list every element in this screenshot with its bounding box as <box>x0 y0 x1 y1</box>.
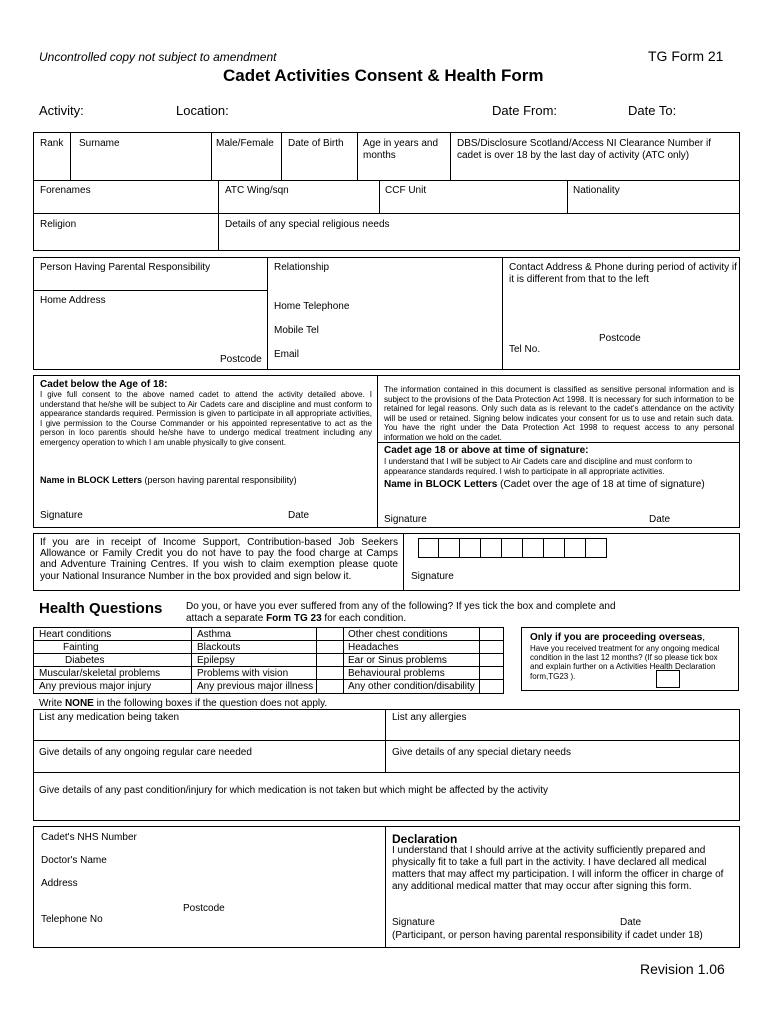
responsible-label: Person Having Parental Responsibility <box>40 262 211 273</box>
ni-number-boxes[interactable] <box>418 538 613 558</box>
condition-other: Any other condition/disability <box>348 681 475 692</box>
care-label: Give details of any ongoing regular care needed <box>39 747 252 758</box>
mobile-label: Mobile Tel <box>274 325 319 336</box>
condition-ear-sinus: Ear or Sinus problems <box>348 655 447 666</box>
condition-vision: Problems with vision <box>197 668 289 679</box>
wing-label: ATC Wing/sqn <box>225 185 289 196</box>
rank-label: Rank <box>40 138 64 149</box>
email-label: Email <box>274 349 300 360</box>
over18-text: I understand that I will be subject to Air Cadets care and discipline and must conform to appearance standards required. I wish to participate in all appropriate activities. <box>384 457 693 476</box>
block-letters-cadet: Name in BLOCK Letters (Cadet over the age of 18 at time of signature) <box>384 479 705 490</box>
under18-text: I give full consent to the above named cadet to attend the activity detailed above. I understand that he/she will be subject to Air Cadets care and discipline and must conform to appearance standards required. Permission is given to participate in all appropriate activities, I give permission to the Course Commander or his appointed representative to act as the person in loco parentis should he/she have to undergo medical treatment including any emergency operation to which I am unable physically to give consent. <box>40 390 372 447</box>
overseas-title: Only if you are proceeding overseas, <box>530 632 706 643</box>
forenames-label: Forenames <box>40 185 91 196</box>
declaration-text: I understand that I should arrive at the activity sufficiently prepared and physically fit to take a full part in the activity. I have declared all medical matters that may affect my participation. I will inform the officer in charge of any additional medical matter that may occur after signing this form. <box>392 845 724 892</box>
age-label: Age in years and months <box>363 138 439 161</box>
condition-chest: Other chest conditions <box>348 629 448 640</box>
postcode2-label: Postcode <box>599 333 641 344</box>
condition-muscular: Muscular/skeletal problems <box>39 668 161 679</box>
tel-no-label: Tel No. <box>509 344 541 355</box>
under18-title: Cadet below the Age of 18: <box>40 379 168 390</box>
nationality-label: Nationality <box>573 185 620 196</box>
condition-headaches: Headaches <box>348 642 399 653</box>
write-none-note: Write NONE in the following boxes if the question does not apply. <box>39 698 328 709</box>
over18-title: Cadet age 18 or above at time of signature: <box>384 445 589 456</box>
cadet-date-label: Date <box>649 514 671 525</box>
ccf-label: CCF Unit <box>385 185 427 196</box>
address-label: Address <box>41 878 78 889</box>
dob-label: Date of Birth <box>288 138 344 149</box>
cadet-signature-label: Signature <box>384 514 427 525</box>
condition-epilepsy: Epilepsy <box>197 655 235 666</box>
home-tel-label: Home Telephone <box>274 301 350 312</box>
parent-date-label: Date <box>288 510 310 521</box>
participant-note: (Participant, or person having parental responsibility if cadet under 18) <box>392 930 703 941</box>
income-text: If you are in receipt of Income Support, Contribution-based Job Seekers Allowance or Family Credit you do not have to pay the food charge at Camps and Adventure Training Centres. If you wish to claim exemption please quote your National Insurance Number in the box provided and sign below it. <box>40 537 398 582</box>
overseas-text: Have you received treatment for any ongoing medical condition in the last 12 months? (If so please tick box and explain further on a Activities Health Declaration form,TG23 ). <box>530 644 720 681</box>
form-id: TG Form 21 <box>648 48 724 64</box>
surname-label: Surname <box>79 138 120 149</box>
declaration-title: Declaration <box>392 832 458 846</box>
block-letters-parent: Name in BLOCK Letters (person having parental responsibility) <box>40 475 297 485</box>
revision-label: Revision 1.06 <box>640 961 725 977</box>
home-address-label: Home Address <box>40 295 106 306</box>
religion-label: Religion <box>40 219 77 230</box>
medication-label: List any medication being taken <box>39 712 180 723</box>
dbs-label: DBS/Disclosure Scotland/Access NI Clearance Number if cadet is over 18 by the last day of activity (ATC only) <box>457 138 711 161</box>
health-intro: Do you, or have you ever suffered from any of the following? If yes tick the box and complete and attach a separate Form TG 23 for each condition. <box>186 601 616 624</box>
condition-behavioural: Behavioural problems <box>348 668 445 679</box>
condition-major-illness: Any previous major illness <box>197 681 314 692</box>
sex-label: Male/Female <box>216 138 274 149</box>
condition-diabetes: Diabetes <box>65 655 105 666</box>
info-text: The information contained in this document is classified as sensitive personal information and is subject to the provisions of the Data Protection Act 1998. It is necessary for such information to be retained for legal reasons. Only such data as is relevant to the cadet's attendance on the activity will be used or retained. Signing below indicates your consent for us to use and retain such data. You have the right under the Data Protection Act 1998 to request access to any personal information we hold on the cadet. <box>384 385 734 442</box>
location-label: Location: <box>176 103 229 118</box>
page-title: Cadet Activities Consent & Health Form <box>223 66 544 85</box>
overseas-checkbox[interactable] <box>656 670 680 688</box>
activity-label: Activity: <box>39 103 84 118</box>
declaration-date-label: Date <box>620 917 642 928</box>
doctor-postcode-label: Postcode <box>183 903 225 914</box>
condition-fainting: Fainting <box>63 642 99 653</box>
declaration-signature-label: Signature <box>392 917 435 928</box>
condition-major-injury: Any previous major injury <box>39 681 152 692</box>
condition-heart: Heart conditions <box>39 629 112 640</box>
doctor-telephone-label: Telephone No <box>41 914 103 925</box>
income-signature-label: Signature <box>411 571 454 582</box>
uncontrolled-note: Uncontrolled copy not subject to amendment <box>39 50 277 64</box>
relationship-label: Relationship <box>274 262 330 273</box>
doctor-label: Doctor's Name <box>41 855 107 866</box>
postcode-label: Postcode <box>220 354 262 365</box>
past-condition-label: Give details of any past condition/injury for which medication is not taken but which might be affected by the activity <box>39 785 548 796</box>
health-title: Health Questions <box>39 600 163 617</box>
nhs-number-label: Cadet's NHS Number <box>41 832 137 843</box>
contact-label: Contact Address & Phone during period of activity if it is different from that to the left <box>509 262 737 285</box>
parent-signature-label: Signature <box>40 510 83 521</box>
medication-box <box>33 709 740 821</box>
allergies-label: List any allergies <box>392 712 467 723</box>
religious-needs-label: Details of any special religious needs <box>225 219 390 230</box>
date-to-label: Date To: <box>628 103 677 118</box>
date-from-label: Date From: <box>492 103 558 118</box>
dietary-label: Give details of any special dietary needs <box>392 747 571 758</box>
condition-asthma: Asthma <box>197 629 231 640</box>
condition-blackouts: Blackouts <box>197 642 241 653</box>
